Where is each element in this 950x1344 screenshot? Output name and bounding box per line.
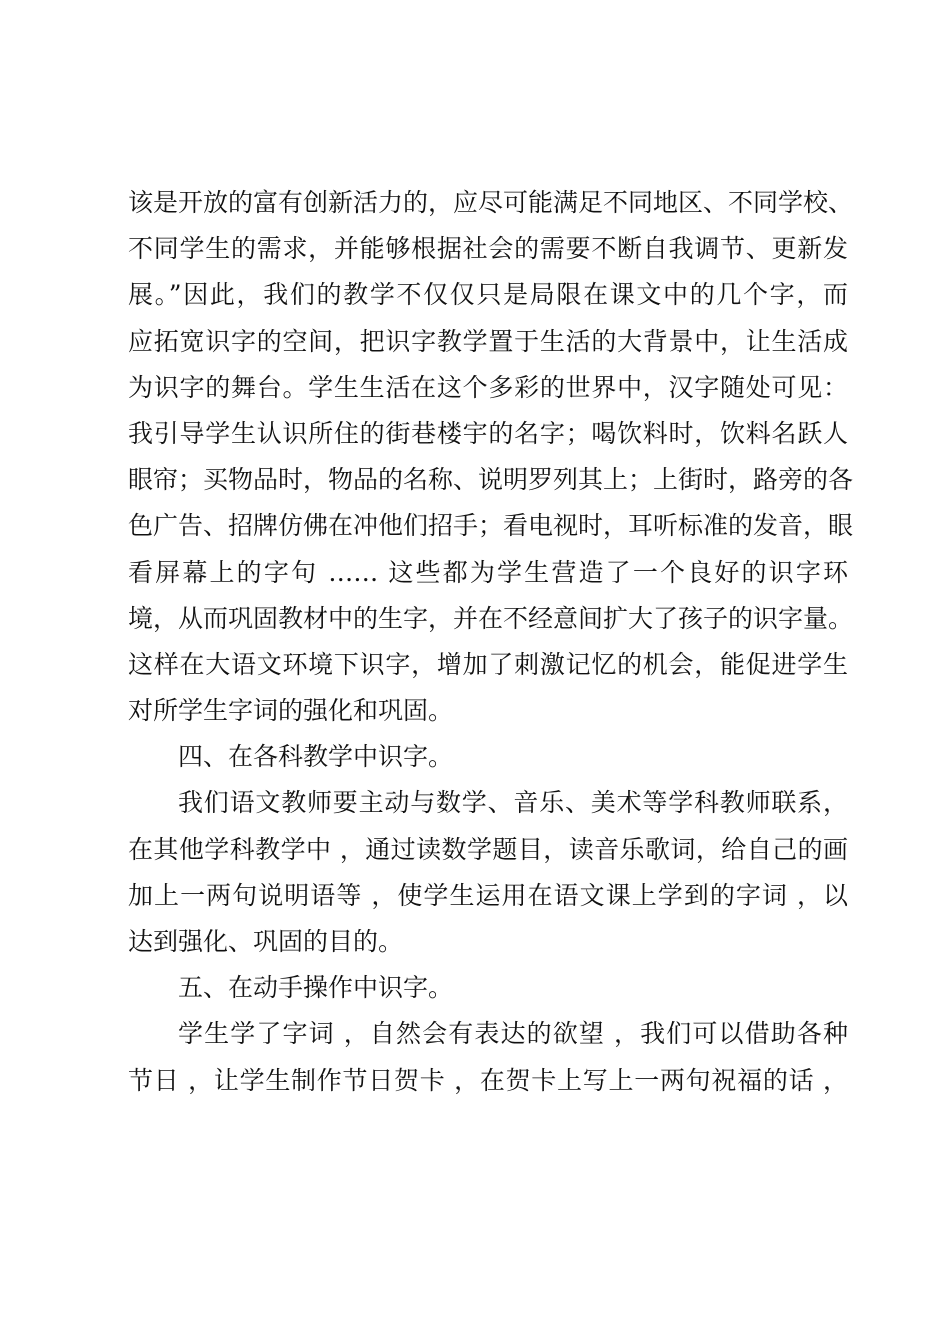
text-line: 眼帘；买物品时，物品的名称、说明罗列其上；上街时，路旁的各	[128, 465, 854, 495]
text-line: 我引导学生认识所住的街巷楼宇的名字；喝饮料时，饮料名跃人	[128, 418, 848, 448]
text-line: 看屏幕上的字句 …… 这些都为学生营造了一个良好的识字环	[128, 557, 848, 587]
text-line: 色广告、招牌仿佛在冲他们招手；看电视时，耳听标准的发音，眼	[128, 511, 854, 541]
text-line: 加上一两句说明语等 ，使学生运用在语文课上学到的字词 ，以	[128, 880, 848, 910]
text-line: 这样在大语文环境下识字，增加了刺激记忆的机会，能促进学生	[128, 649, 848, 679]
text-line: 展。”因此，我们的教学不仅仅只是局限在课文中的几个字，而	[128, 280, 848, 310]
text-line: 五、在动手操作中识字。	[178, 973, 454, 1003]
text-line: 学生学了字词 ，自然会有表达的欲望 ，我们可以借助各种	[178, 1019, 848, 1049]
text-line: 为识字的舞台。学生生活在这个多彩的世界中，汉字随处可见：	[128, 372, 848, 402]
text-line: 在其他学科教学中 ，通过读数学题目，读音乐歌词，给自己的画	[128, 834, 848, 864]
text-line: 应拓宽识字的空间，把识字教学置于生活的大背景中，让生活成	[128, 326, 848, 356]
text-line: 达到强化、巩固的目的。	[128, 927, 404, 956]
text-line: 四、在各科教学中识字。	[178, 742, 454, 772]
text-line: 不同学生的需求，并能够根据社会的需要不断自我调节、更新发	[128, 234, 848, 264]
text-line: 我们语文教师要主动与数学、音乐、美术等学科教师联系，	[178, 788, 848, 818]
body-text	[128, 180, 854, 1104]
text-line: 该是开放的富有创新活力的，应尽可能满足不同地区、不同学校、	[128, 188, 854, 217]
text-line: 对所学生字词的强化和巩固。	[128, 696, 454, 726]
text-line: 境，从而巩固教材中的生字，并在不经意间扩大了孩子的识字量。	[128, 603, 854, 633]
text-line: 节日 ，让学生制作节日贺卡 ，在贺卡上写上一两句祝福的话 ，	[128, 1065, 848, 1095]
